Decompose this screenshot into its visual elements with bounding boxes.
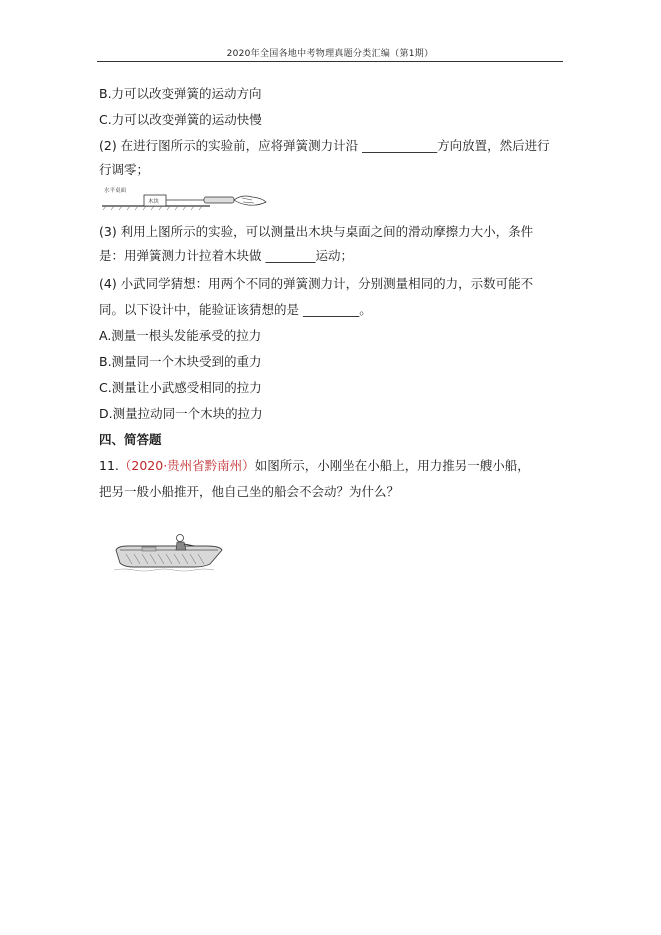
block-label: 木块 xyxy=(148,199,160,205)
header-rule xyxy=(97,61,563,62)
question-11-source: （2020·贵州省黔南州） xyxy=(118,458,255,473)
answer-option-a: A.测量一根头发能承受的拉力 xyxy=(99,328,262,343)
question-2-line-1: (2) 在进行图所示的实验前，应将弹簧测力计沿 ____________方向放置，然后进行 xyxy=(99,138,550,153)
table-hatching xyxy=(103,206,202,210)
option-b-line: B.力可以改变弹簧的运动方向 xyxy=(99,86,262,101)
question-11-line-2: 把另一般小船推开，他自己坐的船会不会动？为什么？ xyxy=(99,484,400,499)
hand-icon xyxy=(234,196,266,205)
question-4-line-2: 同。以下设计中，能验证该猜想的是 _________。 xyxy=(99,302,372,317)
option-c-line: C.力可以改变弹簧的运动快慢 xyxy=(99,112,262,127)
water-ripple xyxy=(114,569,214,571)
answer-option-b: B.测量同一个木块受到的重力 xyxy=(99,354,262,369)
question-2-line-2: 行调零； xyxy=(99,162,150,177)
question-11-number: 11. xyxy=(99,458,119,473)
boat-seat xyxy=(142,547,156,551)
spring-scale xyxy=(204,197,234,203)
section-heading: 四、简答题 xyxy=(99,432,162,447)
person-body xyxy=(176,542,186,550)
person-head xyxy=(177,535,184,542)
answer-option-c: C.测量让小武感受相同的拉力 xyxy=(99,380,262,395)
page-header: 2020年全国各地中考物理真题分类汇编（第1期） xyxy=(226,49,434,59)
question-11-line-1 xyxy=(99,458,530,474)
answer-option-d: D.测量拉动同一个木块的拉力 xyxy=(99,406,263,421)
question-4-line-1: (4) 小武同学猜想：用两个不同的弹簧测力计，分别测量相同的力，示数可能不 xyxy=(99,276,534,291)
boat-figure xyxy=(114,534,224,574)
question-3-line-1: (3) 利用上图所示的实验，可以测量出木块与桌面之间的滑动摩擦力大小，条件 xyxy=(99,224,534,239)
question-3-line-2: 是：用弹簧测力计拉着木块做 ________运动； xyxy=(99,248,353,263)
question-11-text: 如图所示，小刚坐在小船上，用力推另一艘小船， xyxy=(254,458,530,473)
table-label: 水平桌面 xyxy=(104,188,127,194)
spring-scale-figure xyxy=(102,184,268,214)
